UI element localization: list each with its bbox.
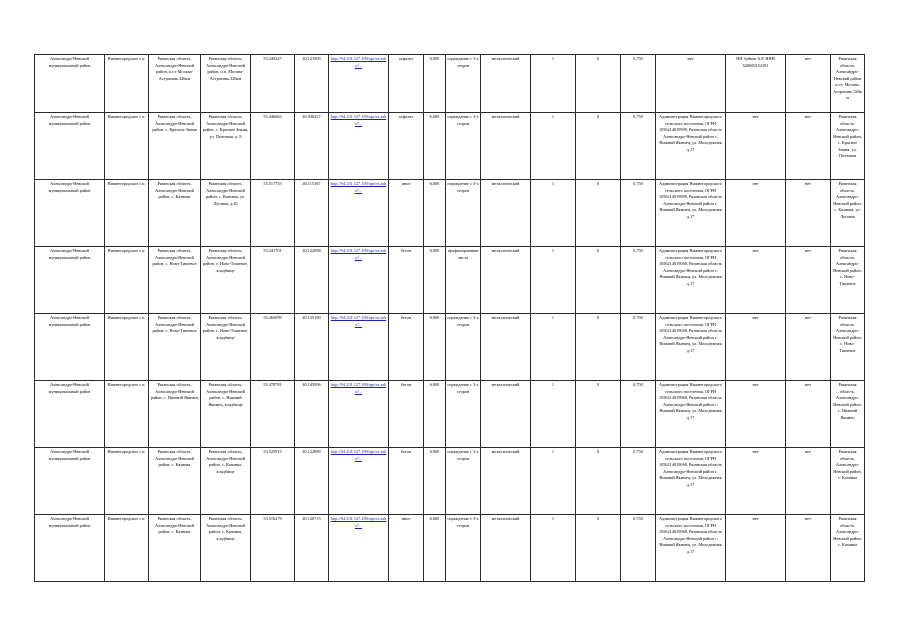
planned-count-cell: 0 (596, 181, 600, 186)
planned-count-cell: 0 (596, 248, 600, 253)
owner-id-cell (726, 314, 786, 381)
owner-id-cell: нет (752, 114, 759, 119)
latitude-cell (251, 247, 295, 314)
surface-cell (389, 314, 424, 381)
location-cell: Рязанская область, Александро-Невский район, с. Казинка, ул. Луговая, д.45 (205, 181, 246, 206)
location-cell: Рязанская область, Александро-Невский район, с. Красное Знамя, ул. Почтовая, д. 8 (202, 114, 249, 139)
owner-cell (656, 180, 726, 247)
container-count-cell: 1 (551, 114, 555, 119)
extra-cell: нет (804, 449, 812, 454)
surface-cell: бетон (400, 248, 412, 253)
location-cell: Рязанская область, Александро-Невский район, п.п. Москва-Астрахань,326км (206, 56, 245, 81)
surface-cell (389, 515, 424, 582)
area-cell (424, 55, 446, 113)
area-cell: 6,000 (429, 382, 440, 387)
planned-count-cell (576, 180, 621, 247)
district-cell (35, 448, 105, 515)
volume-cell: 0,750 (633, 181, 643, 186)
owner-id-cell (726, 448, 786, 515)
fence-cell (446, 180, 481, 247)
extra-cell: нет (804, 114, 812, 119)
longitude-cell: 40.120715 (302, 516, 321, 521)
address-cell: Рязанская область, Александро-Невский район, с. Казинка (155, 449, 194, 467)
surface-cell (389, 448, 424, 515)
container-type-cell (481, 515, 531, 582)
district-cell (35, 314, 105, 381)
owner-id-cell: нет (752, 181, 759, 186)
area-cell (424, 515, 446, 582)
fence-cell (446, 314, 481, 381)
owner-cell (656, 515, 726, 582)
address-cell: Рязанская область, Александро-Невский район, п.г.т Москва-Астрахань,326км (155, 56, 194, 81)
longitude-cell: 40.125190 (302, 315, 321, 320)
owner-cell: Администрация Нижнегородского сельского поселения, ОГРН 1056214019999, Рязанская область Александро-Невский район с. Нижний Якимец, ул. Молодежная д.17 (658, 181, 723, 219)
owner-id-cell (726, 381, 786, 448)
owner-cell: Администрация Нижнегородского сельского поселения, ОГРН 1056214019068, Рязанская область Александро-Невский район с. Нижний Якимец, ул. Молодежная д.17 (658, 382, 723, 420)
container-type-cell: металлический (491, 315, 520, 320)
extra-cell: нет (804, 56, 812, 61)
location-cell: Рязанская область, Александро-Невский район, с. Казинка, кладбище (206, 449, 245, 474)
waste-sites-table (34, 54, 865, 582)
container-type-cell: металлический (491, 516, 520, 521)
surface-cell: бетон (400, 382, 412, 387)
owner-cell (656, 314, 726, 381)
settlement-type-cell (105, 180, 149, 247)
longitude-cell (295, 180, 329, 247)
settlement-type-cell (105, 247, 149, 314)
district-cell: Александро-Невский муниципальный район (48, 315, 91, 327)
settlement-type-cell (105, 381, 149, 448)
address-cell (149, 448, 201, 515)
volume-cell: 0,750 (633, 382, 643, 387)
location-cell: Рязанская область, Александро-Невский район, с. Ново-Тишевое, кладбище (202, 248, 249, 273)
source-cell (831, 180, 865, 247)
latitude-cell: 53.463099 (263, 315, 282, 320)
extra-cell: нет (804, 516, 812, 521)
address-cell (149, 515, 201, 582)
owner-id-cell: нет (752, 315, 759, 320)
extra-cell (786, 314, 831, 381)
location-cell (201, 113, 251, 180)
address-cell: Рязанская область, Александро-Невский район, с. Красное Знамя (152, 114, 197, 132)
source-cell: Рязанская область, Александро-Невский район, с. Нижний Якимец (833, 382, 862, 420)
container-count-cell (531, 180, 576, 247)
longitude-cell: 40.115167 (302, 181, 321, 186)
address-cell (149, 314, 201, 381)
area-cell (424, 448, 446, 515)
area-cell (424, 180, 446, 247)
district-cell (35, 381, 105, 448)
source-cell: Рязанская область, Александро-Невский район, с. Казинка (833, 516, 862, 547)
volume-cell: 0,750 (633, 315, 643, 320)
surface-cell (389, 55, 424, 113)
latitude-cell (251, 180, 295, 247)
settlement-type-cell (105, 515, 149, 582)
location-cell (201, 314, 251, 381)
map-link[interactable]: http://94.231.127.189/api/ex.ashx?... (330, 248, 387, 260)
container-type-cell (481, 180, 531, 247)
container-type-cell (481, 448, 531, 515)
volume-cell (621, 247, 656, 314)
source-cell (831, 314, 865, 381)
area-cell (424, 314, 446, 381)
volume-cell: 0,750 (633, 114, 643, 119)
container-type-cell: металлический (491, 449, 520, 454)
container-count-cell: 1 (551, 382, 555, 387)
container-count-cell (531, 381, 576, 448)
owner-cell (656, 448, 726, 515)
container-count-cell: 1 (551, 248, 555, 253)
document-page (34, 54, 864, 582)
longitude-cell (295, 55, 329, 113)
owner-id-cell (726, 113, 786, 180)
district-cell: Александро-Невский муниципальный район (48, 114, 91, 126)
source-cell: Рязанская область, Александро-Невский район, с. Ново-Тишевое (833, 315, 862, 353)
extra-cell: нет (804, 315, 812, 320)
address-cell: Рязанская область, Александро-Невский район, с. Казинка (155, 516, 194, 534)
source-cell: Рязанская область, Александро-Невский район, с. Казинка (833, 449, 862, 480)
owner-cell (656, 55, 726, 113)
planned-count-cell: 0 (596, 114, 600, 119)
settlement-type-cell: Нижнегородское с.п. (107, 516, 146, 521)
fence-cell: ограждение с 3-х сторон (447, 315, 479, 327)
owner-id-cell (726, 180, 786, 247)
map-link-cell (329, 515, 389, 582)
table-row (35, 314, 865, 381)
volume-cell (621, 381, 656, 448)
location-cell (201, 381, 251, 448)
area-cell: 6,000 (429, 56, 440, 61)
longitude-cell (295, 247, 329, 314)
table-row (35, 381, 865, 448)
container-type-cell: металлический (491, 56, 520, 61)
owner-id-cell (726, 55, 786, 113)
map-link[interactable]: http://94.231.127.189/api/ex.ashx?... (330, 382, 387, 394)
volume-cell (621, 113, 656, 180)
surface-cell (389, 381, 424, 448)
source-cell (831, 381, 865, 448)
settlement-type-cell: Нижнегородское с.п. (107, 382, 146, 387)
owner-id-cell: нет (752, 449, 759, 454)
map-link-cell (329, 448, 389, 515)
area-cell (424, 247, 446, 314)
extra-cell (786, 113, 831, 180)
owner-cell: Администрация Нижнегородского сельского поселения, ОГРН 1056214019999, Рязанская область Александро-Невский район с. Нижний Якимец, ул. Молодежная д.17 (658, 114, 723, 152)
settlement-type-cell: Нижнегородское с.п. (107, 181, 146, 186)
settlement-type-cell (105, 314, 149, 381)
settlement-type-cell (105, 448, 149, 515)
extra-cell (786, 247, 831, 314)
district-cell: Александро-Невский муниципальный район (48, 382, 91, 394)
container-count-cell (531, 55, 576, 113)
map-link-cell (329, 55, 389, 113)
container-type-cell (481, 314, 531, 381)
longitude-cell (295, 381, 329, 448)
fence-cell (446, 448, 481, 515)
volume-cell (621, 448, 656, 515)
settlement-type-cell: Нижнегородское с.п. (107, 114, 146, 119)
latitude-cell: 53.516279 (263, 516, 282, 521)
container-count-cell: 1 (551, 315, 555, 320)
map-link-cell (329, 180, 389, 247)
surface-cell: бетон (400, 449, 412, 454)
source-cell: Рязанская область, Александро-Невский район п.г.т. Москва-Астрахань,326км (833, 56, 862, 100)
planned-count-cell (576, 247, 621, 314)
address-cell: Рязанская область, Александро-Невский район, с. Ново-Тишевое (152, 315, 197, 333)
latitude-cell (251, 515, 295, 582)
longitude-cell (295, 448, 329, 515)
longitude-cell (295, 113, 329, 180)
address-cell: Рязанская область, Александро-Невский район, с. Нижний Якимец (150, 382, 199, 400)
extra-cell: нет (804, 181, 812, 186)
address-cell (149, 381, 201, 448)
fence-cell: ограждение с 3-х сторон (447, 382, 479, 394)
volume-cell: 0,750 (633, 56, 643, 61)
address-cell (149, 247, 201, 314)
area-cell (424, 113, 446, 180)
location-cell (201, 55, 251, 113)
container-count-cell (531, 247, 576, 314)
fence-cell: ограждение с 3-х сторон (447, 516, 479, 528)
table-row (35, 448, 865, 515)
fence-cell: ограждение с 3-х сторон (447, 181, 479, 193)
district-cell (35, 55, 105, 113)
source-cell: Рязанская область, Александро-Невский район, с. Казинка, ул. Луговая (833, 181, 862, 219)
map-link[interactable]: http://94.231.127.189/api/ex.ashx?... (330, 181, 387, 193)
owner-cell: Администрация Нижнегородского сельского поселения, ОГРН 1056214019068, Рязанская область Александро-Невский район с. Нижний Якимец, ул. Молодежная д.17 (658, 516, 723, 554)
latitude-cell: 53.517755 (263, 181, 282, 186)
latitude-cell (251, 448, 295, 515)
container-type-cell (481, 381, 531, 448)
map-link[interactable]: http://94.231.127.189/api/ex.ashx?... (330, 449, 387, 461)
extra-cell (786, 180, 831, 247)
map-link-cell (329, 381, 389, 448)
surface-cell: иное (401, 181, 411, 186)
owner-cell (656, 113, 726, 180)
map-link[interactable]: http://94.231.127.189/api/ex.ashx?... (330, 114, 387, 126)
surface-cell (389, 113, 424, 180)
planned-count-cell: 0 (596, 449, 600, 454)
planned-count-cell: 0 (596, 516, 600, 521)
address-cell: Рязанская область, Александро-Невский район, с. Ново-Тишевое (152, 248, 197, 266)
location-cell (201, 247, 251, 314)
location-cell (201, 448, 251, 515)
district-cell: Александро-Невский муниципальный район (48, 56, 91, 68)
surface-cell: бетон (400, 315, 412, 320)
longitude-cell: 40.122889 (302, 449, 321, 454)
fence-cell (446, 55, 481, 113)
district-cell: Александро-Невский муниципальный район (48, 248, 91, 260)
container-type-cell: металлический (491, 382, 520, 387)
location-cell: Рязанская область, Александро-Невский район, с. Казинка, кладбище (206, 516, 245, 541)
container-count-cell (531, 448, 576, 515)
planned-count-cell: 0 (596, 56, 600, 61)
table-row (35, 180, 865, 247)
volume-cell: 0,750 (633, 449, 643, 454)
owner-id-cell: ИП Зуйков А.Р. ИНН 620600154181 (736, 56, 775, 68)
fence-cell: ограждение с 3-х сторон (447, 114, 479, 126)
planned-count-cell (576, 381, 621, 448)
extra-cell (786, 381, 831, 448)
map-link[interactable]: http://94.231.127.189/api/ex.ashx?... (330, 516, 387, 528)
owner-cell: Администрация Нижнегородского сельского поселения, ОГРН 1056214019068, Рязанская область Александро-Невский район с. Нижний Якимец, ул. Молодежная д.17 (658, 248, 723, 286)
latitude-cell: 53.441701 (263, 248, 282, 253)
source-cell (831, 113, 865, 180)
owner-cell (656, 247, 726, 314)
fence-cell (446, 113, 481, 180)
container-type-cell (481, 55, 531, 113)
table-body (35, 55, 865, 582)
location-cell (201, 180, 251, 247)
planned-count-cell (576, 113, 621, 180)
latitude-cell (251, 113, 295, 180)
container-type-cell (481, 247, 531, 314)
table-row (35, 515, 865, 582)
owner-cell: нет (687, 56, 694, 61)
container-type-cell: металлический (491, 114, 520, 119)
planned-count-cell (576, 55, 621, 113)
volume-cell (621, 180, 656, 247)
volume-cell: 0,750 (633, 248, 643, 253)
location-cell: Рязанская область, Александро-Невский район, с. Нижний Якимец, кладбище (206, 382, 245, 407)
longitude-cell: 40.145996 (302, 382, 321, 387)
extra-cell: нет (804, 248, 812, 253)
owner-id-cell (726, 247, 786, 314)
longitude-cell: 40.122098 (302, 248, 321, 253)
location-cell: Рязанская область, Александро-Невский район, с. Ново-Тишевое, кладбище (202, 315, 249, 340)
extra-cell (786, 55, 831, 113)
area-cell: 6,000 (429, 449, 440, 454)
container-count-cell (531, 113, 576, 180)
planned-count-cell (576, 515, 621, 582)
volume-cell (621, 55, 656, 113)
container-count-cell (531, 314, 576, 381)
table-row (35, 247, 865, 314)
latitude-cell: 53.446663 (263, 114, 282, 119)
latitude-cell: 53.478781 (263, 382, 282, 387)
latitude-cell (251, 55, 295, 113)
fence-cell (446, 381, 481, 448)
longitude-cell: 40.036227 (302, 114, 321, 119)
map-link-cell (329, 314, 389, 381)
area-cell (424, 381, 446, 448)
area-cell: 6,000 (429, 114, 440, 119)
fence-cell: ограждение с 3-х сторон (447, 56, 479, 68)
fence-cell: ограждение с 3-х сторон (447, 449, 479, 461)
district-cell (35, 180, 105, 247)
container-type-cell: металлический (491, 248, 520, 253)
surface-cell (389, 180, 424, 247)
planned-count-cell: 0 (596, 382, 600, 387)
table-row (35, 113, 865, 180)
owner-id-cell: нет (752, 516, 759, 521)
map-link-cell (329, 247, 389, 314)
map-link[interactable]: http://94.231.127.189/api/ex.ashx?... (330, 56, 387, 68)
district-cell: Александро-Невский муниципальный район (48, 516, 91, 528)
surface-cell (389, 247, 424, 314)
settlement-type-cell: Нижнегородское с.п. (107, 315, 146, 320)
volume-cell: 0,750 (633, 516, 643, 521)
volume-cell (621, 515, 656, 582)
container-count-cell: 1 (551, 449, 555, 454)
source-cell (831, 448, 865, 515)
area-cell: 6,000 (429, 248, 440, 253)
container-type-cell: металлический (491, 181, 520, 186)
table-row (35, 55, 865, 113)
latitude-cell (251, 314, 295, 381)
district-cell: Александро-Невский муниципальный район (48, 449, 91, 461)
owner-cell: Администрация Нижнегородского сельского поселения, ОГРН 1056214019068, Рязанская область Александро-Невский район с. Нижний Якимец, ул. Молодежная д.17 (658, 449, 723, 487)
settlement-type-cell (105, 113, 149, 180)
district-cell (35, 247, 105, 314)
settlement-type-cell: Нижнегородское с.п. (107, 56, 146, 61)
settlement-type-cell: Нижнегородское с.п. (107, 449, 146, 454)
address-cell: Рязанская область, Александро-Невский район, с. Казинка (155, 181, 194, 199)
surface-cell: асфальт (398, 114, 414, 119)
settlement-type-cell (105, 55, 149, 113)
longitude-cell (295, 515, 329, 582)
extra-cell (786, 515, 831, 582)
fence-cell: профилирование листа (447, 248, 479, 260)
volume-cell (621, 314, 656, 381)
address-cell (149, 55, 201, 113)
map-link-cell (329, 113, 389, 180)
settlement-type-cell: Нижнегородское с.п. (107, 248, 146, 253)
longitude-cell (295, 314, 329, 381)
extra-cell: нет (804, 382, 812, 387)
location-cell (201, 515, 251, 582)
address-cell (149, 113, 201, 180)
area-cell: 6,000 (429, 516, 440, 521)
planned-count-cell (576, 448, 621, 515)
district-cell (35, 113, 105, 180)
surface-cell: иное (401, 516, 411, 521)
container-count-cell: 1 (551, 516, 555, 521)
fence-cell (446, 515, 481, 582)
source-cell: Рязанская область, Александро-Невский район, с. Ново-Тишевое (833, 248, 862, 286)
map-link[interactable]: http://94.231.127.189/api/ex.ashx?... (330, 315, 387, 327)
source-cell (831, 55, 865, 113)
container-type-cell (481, 113, 531, 180)
owner-cell: Администрация Нижнегородского сельского поселения, ОГРН 1056214019068, Рязанская область Александро-Невский район с. Нижний Якимец, ул. Молодежная д.17 (658, 315, 723, 353)
planned-count-cell: 0 (596, 315, 600, 320)
planned-count-cell (576, 314, 621, 381)
area-cell: 6,000 (429, 181, 440, 186)
district-cell (35, 515, 105, 582)
latitude-cell: 53.525915 (263, 449, 282, 454)
area-cell: 6,000 (429, 315, 440, 320)
owner-id-cell: нет (752, 248, 759, 253)
owner-cell (656, 381, 726, 448)
latitude-cell: 53.449247 (263, 56, 282, 61)
owner-id-cell: нет (752, 382, 759, 387)
surface-cell: асфальт (398, 56, 414, 61)
source-cell: Рязанская область, Александро-Невский район, с. Красное Знамя, ул. Почтовая (833, 114, 862, 158)
fence-cell (446, 247, 481, 314)
longitude-cell: 40.121909 (302, 56, 321, 61)
extra-cell (786, 448, 831, 515)
source-cell (831, 247, 865, 314)
address-cell (149, 180, 201, 247)
owner-id-cell (726, 515, 786, 582)
source-cell (831, 515, 865, 582)
container-count-cell: 1 (551, 56, 555, 61)
container-count-cell: 1 (551, 181, 555, 186)
container-count-cell (531, 515, 576, 582)
district-cell: Александро-Невский муниципальный район (48, 181, 91, 193)
latitude-cell (251, 381, 295, 448)
